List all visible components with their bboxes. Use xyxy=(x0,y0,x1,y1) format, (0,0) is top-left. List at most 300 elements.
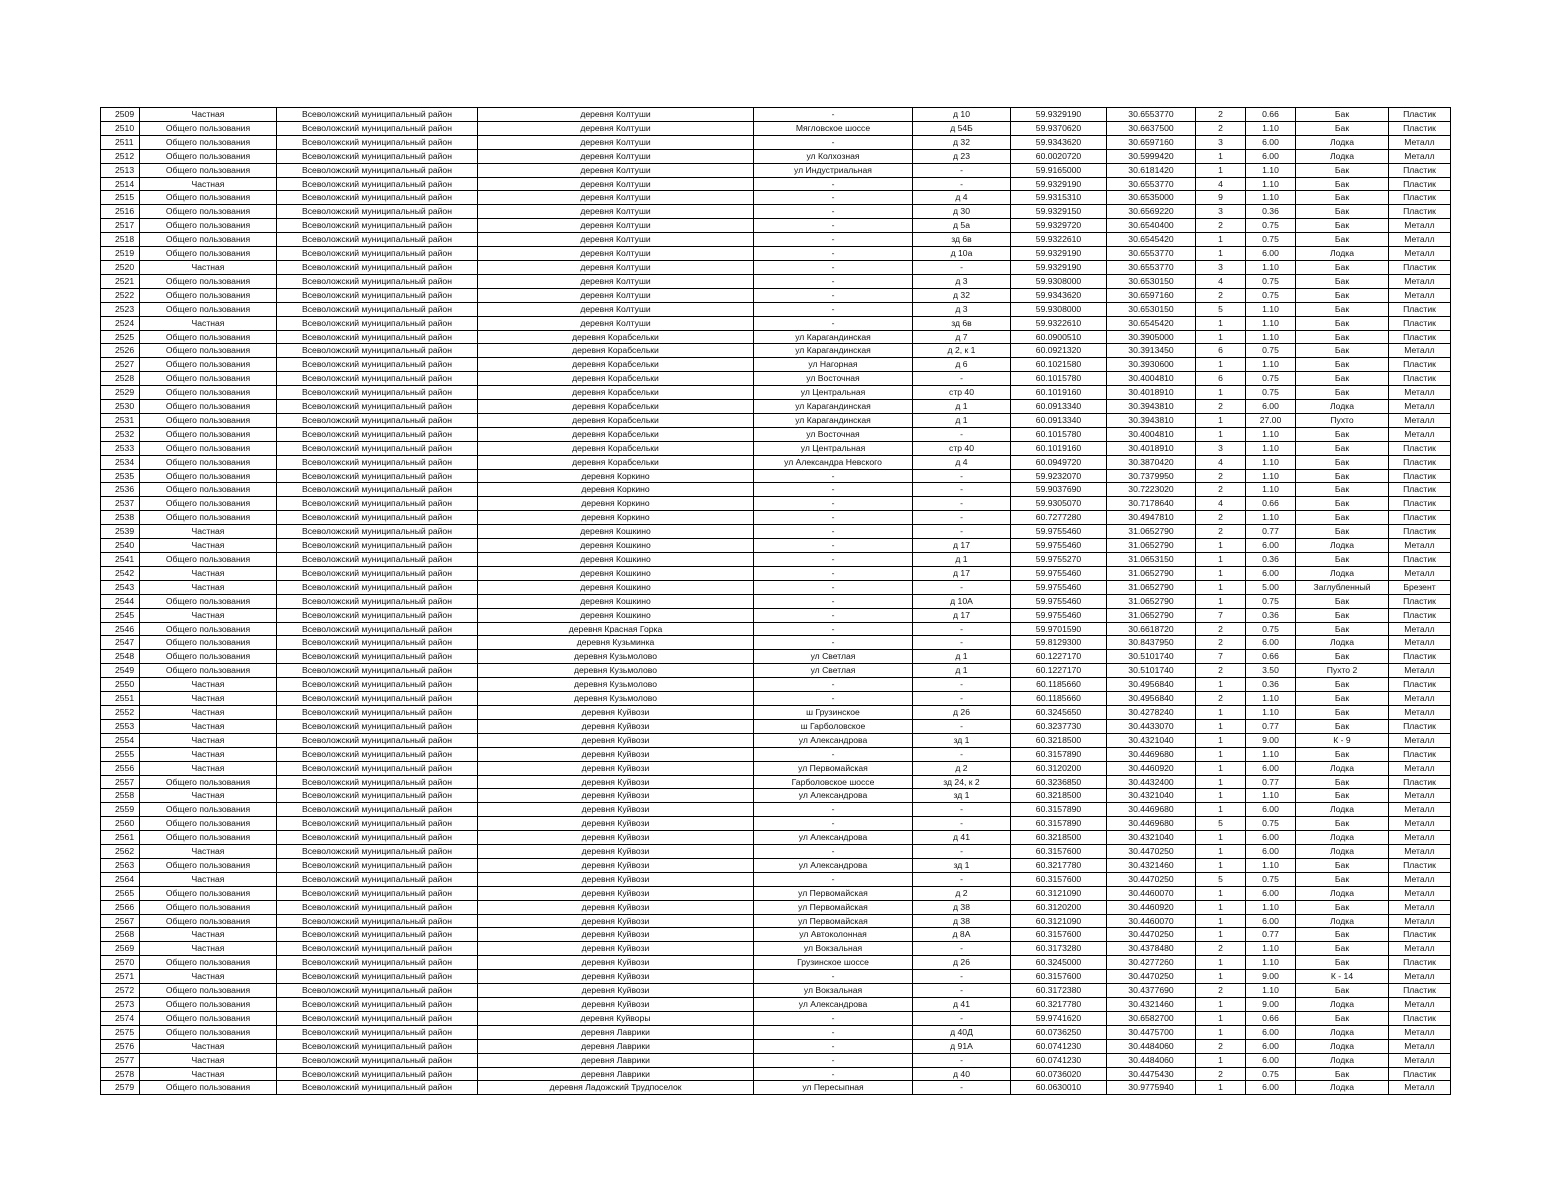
longitude-cell: 30.6569220 xyxy=(1107,205,1196,219)
latitude-cell: 60.3120200 xyxy=(1011,900,1107,914)
ownership-cell: Общего пользования xyxy=(140,205,277,219)
container-count-cell: 2 xyxy=(1196,664,1246,678)
table-row xyxy=(101,260,1451,274)
latitude-cell: 60.0020720 xyxy=(1011,149,1107,163)
latitude-cell: 60.3121090 xyxy=(1011,914,1107,928)
container-type-cell: Бак xyxy=(1296,372,1389,386)
ownership-cell: Общего пользования xyxy=(140,288,277,302)
container-count-cell: 2 xyxy=(1196,942,1246,956)
latitude-cell: 60.1227170 xyxy=(1011,664,1107,678)
house-cell: д 1 xyxy=(913,664,1011,678)
district-cell: Всеволожский муниципальный район xyxy=(277,942,478,956)
settlement-cell: деревня Колтуши xyxy=(478,233,754,247)
volume-cell: 6.00 xyxy=(1246,149,1296,163)
container-type-cell: Заглубленный xyxy=(1296,580,1389,594)
latitude-cell: 60.1015780 xyxy=(1011,372,1107,386)
container-count-cell: 3 xyxy=(1196,441,1246,455)
ownership-cell: Частная xyxy=(140,705,277,719)
material-cell: Пластик xyxy=(1389,497,1451,511)
house-cell: д 4 xyxy=(913,191,1011,205)
table-row xyxy=(101,692,1451,706)
row-number-cell: 2561 xyxy=(101,831,140,845)
settlement-cell: деревня Куйвози xyxy=(478,998,754,1012)
container-count-cell: 1 xyxy=(1196,775,1246,789)
district-cell: Всеволожский муниципальный район xyxy=(277,316,478,330)
row-number-cell: 2574 xyxy=(101,1011,140,1025)
latitude-cell: 59.9370620 xyxy=(1011,121,1107,135)
ownership-cell: Частная xyxy=(140,872,277,886)
longitude-cell: 30.4377690 xyxy=(1107,984,1196,998)
house-cell: д 6 xyxy=(913,358,1011,372)
material-cell: Пластик xyxy=(1389,678,1451,692)
material-cell: Металл xyxy=(1389,427,1451,441)
container-count-cell: 2 xyxy=(1196,1039,1246,1053)
material-cell: Металл xyxy=(1389,636,1451,650)
container-type-cell: Лодка xyxy=(1296,998,1389,1012)
house-cell: д 3 xyxy=(913,302,1011,316)
container-count-cell: 1 xyxy=(1196,566,1246,580)
street-cell: - xyxy=(754,970,913,984)
container-count-cell: 1 xyxy=(1196,928,1246,942)
street-cell: - xyxy=(754,191,913,205)
container-count-cell: 2 xyxy=(1196,636,1246,650)
material-cell: Металл xyxy=(1389,831,1451,845)
street-cell: ул Первомайская xyxy=(754,761,913,775)
table-row xyxy=(101,831,1451,845)
longitude-cell: 30.6553770 xyxy=(1107,108,1196,122)
street-cell: ул Пересыпная xyxy=(754,1081,913,1095)
container-type-cell: Лодка xyxy=(1296,914,1389,928)
street-cell: ул Карагандинская xyxy=(754,413,913,427)
street-cell: - xyxy=(754,817,913,831)
house-cell: - xyxy=(913,872,1011,886)
table-row xyxy=(101,149,1451,163)
ownership-cell: Общего пользования xyxy=(140,386,277,400)
district-cell: Всеволожский муниципальный район xyxy=(277,817,478,831)
container-type-cell: Бак xyxy=(1296,705,1389,719)
material-cell: Металл xyxy=(1389,344,1451,358)
longitude-cell: 30.4469680 xyxy=(1107,803,1196,817)
volume-cell: 6.00 xyxy=(1246,247,1296,261)
material-cell: Металл xyxy=(1389,761,1451,775)
material-cell: Пластик xyxy=(1389,553,1451,567)
ownership-cell: Общего пользования xyxy=(140,274,277,288)
volume-cell: 6.00 xyxy=(1246,135,1296,149)
container-count-cell: 1 xyxy=(1196,970,1246,984)
longitude-cell: 30.7223020 xyxy=(1107,483,1196,497)
latitude-cell: 60.3245000 xyxy=(1011,956,1107,970)
container-type-cell: Бак xyxy=(1296,358,1389,372)
material-cell: Пластик xyxy=(1389,191,1451,205)
container-count-cell: 2 xyxy=(1196,469,1246,483)
street-cell: - xyxy=(754,580,913,594)
container-type-cell: Пухто xyxy=(1296,413,1389,427)
settlement-cell: деревня Куйвози xyxy=(478,761,754,775)
volume-cell: 9.00 xyxy=(1246,970,1296,984)
house-cell: - xyxy=(913,511,1011,525)
house-cell: - xyxy=(913,970,1011,984)
ownership-cell: Частная xyxy=(140,608,277,622)
row-number-cell: 2548 xyxy=(101,650,140,664)
table-row xyxy=(101,580,1451,594)
material-cell: Металл xyxy=(1389,274,1451,288)
volume-cell: 6.00 xyxy=(1246,845,1296,859)
row-number-cell: 2566 xyxy=(101,900,140,914)
longitude-cell: 30.5101740 xyxy=(1107,664,1196,678)
ownership-cell: Общего пользования xyxy=(140,121,277,135)
district-cell: Всеволожский муниципальный район xyxy=(277,719,478,733)
container-type-cell: Пухто 2 xyxy=(1296,664,1389,678)
ownership-cell: Общего пользования xyxy=(140,469,277,483)
house-cell: - xyxy=(913,260,1011,274)
settlement-cell: деревня Кузьмолово xyxy=(478,678,754,692)
container-type-cell: Бак xyxy=(1296,469,1389,483)
settlement-cell: деревня Кузьмолово xyxy=(478,692,754,706)
longitude-cell: 30.6545420 xyxy=(1107,233,1196,247)
latitude-cell: 59.8129300 xyxy=(1011,636,1107,650)
ownership-cell: Общего пользования xyxy=(140,191,277,205)
house-cell: д 40Д xyxy=(913,1025,1011,1039)
latitude-cell: 59.9322610 xyxy=(1011,316,1107,330)
row-number-cell: 2557 xyxy=(101,775,140,789)
latitude-cell: 60.3157600 xyxy=(1011,845,1107,859)
house-cell: д 17 xyxy=(913,566,1011,580)
settlement-cell: деревня Куйвози xyxy=(478,817,754,831)
container-count-cell: 1 xyxy=(1196,386,1246,400)
container-type-cell: Бак xyxy=(1296,817,1389,831)
house-cell: д 54Б xyxy=(913,121,1011,135)
material-cell: Пластик xyxy=(1389,121,1451,135)
longitude-cell: 30.4018910 xyxy=(1107,386,1196,400)
longitude-cell: 30.4018910 xyxy=(1107,441,1196,455)
house-cell: - xyxy=(913,163,1011,177)
longitude-cell: 30.6553770 xyxy=(1107,247,1196,261)
row-number-cell: 2511 xyxy=(101,135,140,149)
material-cell: Металл xyxy=(1389,247,1451,261)
material-cell: Пластик xyxy=(1389,956,1451,970)
ownership-cell: Частная xyxy=(140,108,277,122)
longitude-cell: 30.6582700 xyxy=(1107,1011,1196,1025)
ownership-cell: Общего пользования xyxy=(140,650,277,664)
settlement-cell: деревня Кошкино xyxy=(478,553,754,567)
table-row xyxy=(101,302,1451,316)
latitude-cell: 60.3157600 xyxy=(1011,928,1107,942)
longitude-cell: 30.4278240 xyxy=(1107,705,1196,719)
ownership-cell: Частная xyxy=(140,1067,277,1081)
container-count-cell: 1 xyxy=(1196,789,1246,803)
house-cell: - xyxy=(913,469,1011,483)
row-number-cell: 2529 xyxy=(101,386,140,400)
district-cell: Всеволожский муниципальный район xyxy=(277,1081,478,1095)
container-type-cell: Бак xyxy=(1296,622,1389,636)
house-cell: зд 1 xyxy=(913,789,1011,803)
volume-cell: 1.10 xyxy=(1246,483,1296,497)
container-count-cell: 1 xyxy=(1196,1025,1246,1039)
table-row xyxy=(101,483,1451,497)
row-number-cell: 2544 xyxy=(101,594,140,608)
container-type-cell: Бак xyxy=(1296,872,1389,886)
street-cell: ш Грузинское xyxy=(754,705,913,719)
container-count-cell: 1 xyxy=(1196,553,1246,567)
district-cell: Всеволожский муниципальный район xyxy=(277,956,478,970)
volume-cell: 6.00 xyxy=(1246,539,1296,553)
container-count-cell: 1 xyxy=(1196,580,1246,594)
street-cell: - xyxy=(754,1039,913,1053)
volume-cell: 0.66 xyxy=(1246,1011,1296,1025)
latitude-cell: 60.3157600 xyxy=(1011,970,1107,984)
container-count-cell: 5 xyxy=(1196,302,1246,316)
settlement-cell: деревня Корабсельки xyxy=(478,330,754,344)
district-cell: Всеволожский муниципальный район xyxy=(277,747,478,761)
material-cell: Пластик xyxy=(1389,455,1451,469)
street-cell: - xyxy=(754,316,913,330)
row-number-cell: 2527 xyxy=(101,358,140,372)
house-cell: - xyxy=(913,984,1011,998)
row-number-cell: 2535 xyxy=(101,469,140,483)
table-row xyxy=(101,511,1451,525)
table-body xyxy=(101,108,1451,1095)
container-count-cell: 1 xyxy=(1196,858,1246,872)
longitude-cell: 30.4378480 xyxy=(1107,942,1196,956)
container-type-cell: Бак xyxy=(1296,177,1389,191)
settlement-cell: деревня Кузьминка xyxy=(478,636,754,650)
ownership-cell: Частная xyxy=(140,177,277,191)
settlement-cell: деревня Куйвози xyxy=(478,803,754,817)
container-type-cell: Бак xyxy=(1296,288,1389,302)
district-cell: Всеволожский муниципальный район xyxy=(277,1011,478,1025)
row-number-cell: 2568 xyxy=(101,928,140,942)
settlement-cell: деревня Колтуши xyxy=(478,191,754,205)
house-cell: д 8А xyxy=(913,928,1011,942)
container-type-cell: Лодка xyxy=(1296,566,1389,580)
latitude-cell: 59.9741620 xyxy=(1011,1011,1107,1025)
ownership-cell: Общего пользования xyxy=(140,858,277,872)
district-cell: Всеволожский муниципальный район xyxy=(277,1053,478,1067)
volume-cell: 5.00 xyxy=(1246,580,1296,594)
district-cell: Всеволожский муниципальный район xyxy=(277,441,478,455)
house-cell: д 17 xyxy=(913,539,1011,553)
material-cell: Пластик xyxy=(1389,650,1451,664)
row-number-cell: 2546 xyxy=(101,622,140,636)
table-row xyxy=(101,233,1451,247)
material-cell: Пластик xyxy=(1389,719,1451,733)
district-cell: Всеволожский муниципальный район xyxy=(277,761,478,775)
latitude-cell: 60.1227170 xyxy=(1011,650,1107,664)
street-cell: - xyxy=(754,872,913,886)
volume-cell: 0.66 xyxy=(1246,108,1296,122)
container-count-cell: 1 xyxy=(1196,678,1246,692)
material-cell: Пластик xyxy=(1389,1011,1451,1025)
longitude-cell: 30.6618720 xyxy=(1107,622,1196,636)
material-cell: Пластик xyxy=(1389,260,1451,274)
volume-cell: 0.36 xyxy=(1246,553,1296,567)
container-count-cell: 1 xyxy=(1196,233,1246,247)
street-cell: - xyxy=(754,469,913,483)
table-row xyxy=(101,789,1451,803)
container-type-cell: Бак xyxy=(1296,956,1389,970)
container-type-cell: Бак xyxy=(1296,553,1389,567)
house-cell: д 91А xyxy=(913,1039,1011,1053)
container-count-cell: 1 xyxy=(1196,316,1246,330)
container-count-cell: 1 xyxy=(1196,803,1246,817)
volume-cell: 6.00 xyxy=(1246,1053,1296,1067)
row-number-cell: 2576 xyxy=(101,1039,140,1053)
street-cell: - xyxy=(754,219,913,233)
volume-cell: 0.66 xyxy=(1246,497,1296,511)
volume-cell: 1.10 xyxy=(1246,441,1296,455)
street-cell: - xyxy=(754,205,913,219)
district-cell: Всеволожский муниципальный район xyxy=(277,789,478,803)
district-cell: Всеволожский муниципальный район xyxy=(277,358,478,372)
row-number-cell: 2509 xyxy=(101,108,140,122)
longitude-cell: 30.4004810 xyxy=(1107,372,1196,386)
container-type-cell: Бак xyxy=(1296,594,1389,608)
volume-cell: 6.00 xyxy=(1246,1081,1296,1095)
house-cell: д 2 xyxy=(913,886,1011,900)
longitude-cell: 30.6597160 xyxy=(1107,135,1196,149)
longitude-cell: 30.4470250 xyxy=(1107,970,1196,984)
container-type-cell: Бак xyxy=(1296,121,1389,135)
table-row xyxy=(101,1067,1451,1081)
table-row xyxy=(101,817,1451,831)
volume-cell: 6.00 xyxy=(1246,886,1296,900)
district-cell: Всеволожский муниципальный район xyxy=(277,692,478,706)
ownership-cell: Частная xyxy=(140,1039,277,1053)
settlement-cell: деревня Куйвози xyxy=(478,942,754,956)
ownership-cell: Общего пользования xyxy=(140,775,277,789)
volume-cell: 0.77 xyxy=(1246,719,1296,733)
row-number-cell: 2550 xyxy=(101,678,140,692)
material-cell: Пластик xyxy=(1389,177,1451,191)
volume-cell: 9.00 xyxy=(1246,998,1296,1012)
longitude-cell: 30.7178640 xyxy=(1107,497,1196,511)
container-count-cell: 1 xyxy=(1196,914,1246,928)
house-cell: - xyxy=(913,803,1011,817)
longitude-cell: 31.0652790 xyxy=(1107,566,1196,580)
row-number-cell: 2570 xyxy=(101,956,140,970)
container-count-cell: 2 xyxy=(1196,108,1246,122)
longitude-cell: 30.4433070 xyxy=(1107,719,1196,733)
latitude-cell: 59.9755460 xyxy=(1011,525,1107,539)
row-number-cell: 2533 xyxy=(101,441,140,455)
volume-cell: 0.36 xyxy=(1246,678,1296,692)
container-type-cell: Бак xyxy=(1296,775,1389,789)
house-cell: - xyxy=(913,177,1011,191)
row-number-cell: 2558 xyxy=(101,789,140,803)
container-type-cell: К - 14 xyxy=(1296,970,1389,984)
container-type-cell: К - 9 xyxy=(1296,733,1389,747)
district-cell: Всеволожский муниципальный район xyxy=(277,566,478,580)
longitude-cell: 30.3870420 xyxy=(1107,455,1196,469)
ownership-cell: Общего пользования xyxy=(140,553,277,567)
container-type-cell: Лодка xyxy=(1296,831,1389,845)
street-cell: ул Светлая xyxy=(754,650,913,664)
settlement-cell: деревня Лаврики xyxy=(478,1025,754,1039)
row-number-cell: 2528 xyxy=(101,372,140,386)
material-cell: Пластик xyxy=(1389,984,1451,998)
volume-cell: 1.10 xyxy=(1246,260,1296,274)
volume-cell: 0.77 xyxy=(1246,525,1296,539)
district-cell: Всеволожский муниципальный район xyxy=(277,372,478,386)
district-cell: Всеволожский муниципальный район xyxy=(277,733,478,747)
material-cell: Металл xyxy=(1389,1025,1451,1039)
container-type-cell: Бак xyxy=(1296,650,1389,664)
street-cell: - xyxy=(754,288,913,302)
settlement-cell: деревня Колтуши xyxy=(478,247,754,261)
row-number-cell: 2519 xyxy=(101,247,140,261)
longitude-cell: 30.4460920 xyxy=(1107,900,1196,914)
district-cell: Всеволожский муниципальный район xyxy=(277,1067,478,1081)
settlement-cell: деревня Корабсельки xyxy=(478,441,754,455)
volume-cell: 0.75 xyxy=(1246,872,1296,886)
longitude-cell: 30.4470250 xyxy=(1107,845,1196,859)
material-cell: Металл xyxy=(1389,789,1451,803)
longitude-cell: 30.6530150 xyxy=(1107,302,1196,316)
district-cell: Всеволожский муниципальный район xyxy=(277,302,478,316)
row-number-cell: 2547 xyxy=(101,636,140,650)
container-type-cell: Бак xyxy=(1296,789,1389,803)
street-cell: - xyxy=(754,1053,913,1067)
longitude-cell: 30.6545420 xyxy=(1107,316,1196,330)
street-cell: ул Александрова xyxy=(754,858,913,872)
latitude-cell: 60.3217780 xyxy=(1011,998,1107,1012)
longitude-cell: 30.4470250 xyxy=(1107,872,1196,886)
container-count-cell: 1 xyxy=(1196,427,1246,441)
house-cell: д 32 xyxy=(913,288,1011,302)
settlement-cell: деревня Кошкино xyxy=(478,566,754,580)
street-cell: - xyxy=(754,803,913,817)
table-row xyxy=(101,441,1451,455)
house-cell: - xyxy=(913,427,1011,441)
material-cell: Пластик xyxy=(1389,469,1451,483)
street-cell: - xyxy=(754,539,913,553)
longitude-cell: 30.4004810 xyxy=(1107,427,1196,441)
volume-cell: 6.00 xyxy=(1246,1039,1296,1053)
house-cell: д 32 xyxy=(913,135,1011,149)
material-cell: Металл xyxy=(1389,400,1451,414)
container-type-cell: Лодка xyxy=(1296,539,1389,553)
longitude-cell: 30.5999420 xyxy=(1107,149,1196,163)
table-row xyxy=(101,845,1451,859)
district-cell: Всеволожский муниципальный район xyxy=(277,803,478,817)
material-cell: Пластик xyxy=(1389,163,1451,177)
container-count-cell: 2 xyxy=(1196,622,1246,636)
ownership-cell: Общего пользования xyxy=(140,247,277,261)
settlement-cell: деревня Кошкино xyxy=(478,608,754,622)
settlement-cell: деревня Кошкино xyxy=(478,539,754,553)
settlement-cell: деревня Ладожский Трудпоселок xyxy=(478,1081,754,1095)
table-row xyxy=(101,719,1451,733)
district-cell: Всеволожский муниципальный район xyxy=(277,149,478,163)
table-row xyxy=(101,608,1451,622)
district-cell: Всеволожский муниципальный район xyxy=(277,511,478,525)
house-cell: стр 40 xyxy=(913,441,1011,455)
latitude-cell: 60.3157600 xyxy=(1011,872,1107,886)
district-cell: Всеволожский муниципальный район xyxy=(277,678,478,692)
district-cell: Всеволожский муниципальный район xyxy=(277,247,478,261)
settlement-cell: деревня Корабсельки xyxy=(478,413,754,427)
row-number-cell: 2542 xyxy=(101,566,140,580)
street-cell: - xyxy=(754,692,913,706)
row-number-cell: 2565 xyxy=(101,886,140,900)
district-cell: Всеволожский муниципальный район xyxy=(277,553,478,567)
table-row xyxy=(101,177,1451,191)
latitude-cell: 59.9037690 xyxy=(1011,483,1107,497)
district-cell: Всеволожский муниципальный район xyxy=(277,163,478,177)
volume-cell: 1.10 xyxy=(1246,511,1296,525)
table-row xyxy=(101,1039,1451,1053)
street-cell: - xyxy=(754,553,913,567)
